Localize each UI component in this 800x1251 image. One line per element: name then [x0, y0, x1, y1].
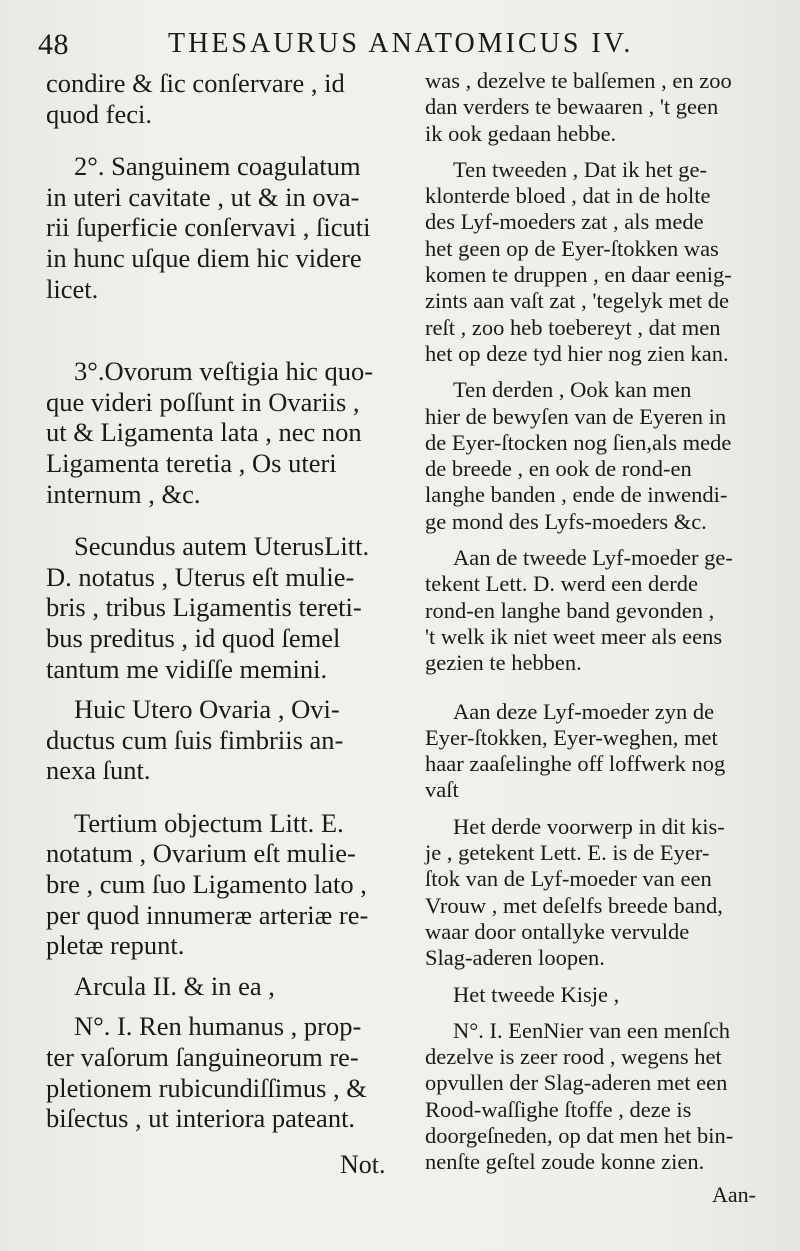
- dutch-paragraph: Aan de tweede Lyf-moeder ge- tekent Lett. D. werd een derde rond-en langhe band gevonden , 't welk ik niet weet meer als eens gezien te hebben.: [425, 545, 733, 676]
- latin-paragraph: 3°.Ovorum veſtigia hic quo- que videri poſſunt in Ovariis , ut & Ligamenta lata , nec non Ligamenta teretia , Os uteri internum , &c.: [46, 356, 374, 509]
- dutch-paragraph: was , dezelve te balſemen , en zoo dan verders te bewaaren , 't geen ik ook gedaan hebbe.: [425, 68, 732, 146]
- running-title: THESAURUS ANATOMICUS IV.: [168, 28, 634, 59]
- catchword-left: Not.: [340, 1150, 386, 1179]
- dutch-column: [425, 68, 770, 1176]
- latin-column: [46, 68, 398, 1134]
- dutch-paragraph: Aan deze Lyf-moeder zyn de Eyer-ſtokken, Eyer-weghen, met haar zaaſelinghe off loffwerk nog vaſt: [425, 698, 726, 803]
- dutch-paragraph: Ten derden , Ook kan men hier de bewyſen van de Eyeren in de Eyer-ſtocken nog ſien,als mede de breede , en ook de rond-en langhe banden , ende de inwendi- ge mond des Lyfs-moeders &c.: [425, 377, 732, 534]
- dutch-paragraph: Ten tweeden , Dat ik het ge- klonterde bloed , dat in de holte des Lyf-moeders zat , als mede het geen op de Eyer-ſtokken was komen te druppen , en daar eenig- zints aan vaſt zat , 'tegelyk met de reſt , zoo heb toebereyt , dat men het op deze tyd hier nog zien kan.: [425, 156, 732, 366]
- dutch-paragraph: N°. I. EenNier van een menſch dezelve is zeer rood , wegens het opvullen der Slag-aderen met een Rood-waſſighe ſtoffe , deze is doorgeſneden, op dat men het bin- nenſte geſtel zoude konne zien.: [425, 1017, 734, 1175]
- latin-paragraph: Huic Utero Ovaria , Ovi- ductus cum ſuis fimbriis an- nexa ſunt.: [46, 694, 344, 786]
- page-number: 48: [38, 28, 69, 61]
- dutch-paragraph: Het derde voorwerp in dit kis- je , getekent Lett. E. is de Eyer- ſtok van de Lyf-moeder van een Vrouw , met deſelfs breede band, waar door ontallyke vervulde Slag-aderen loopen.: [425, 813, 725, 971]
- catchword-right: Aan-: [712, 1182, 756, 1207]
- latin-paragraph: condire & ſic conſervare , id quod feci.: [46, 68, 345, 129]
- section-heading: Het tweede Kisje ,: [453, 981, 620, 1007]
- section-heading: Arcula II. & in ea ,: [74, 970, 275, 1001]
- latin-paragraph: Tertium objectum Litt. E. notatum , Ovarium eſt mulie- bre , cum ſuo Ligamento lato , per quod innumeræ arteriæ re- pletæ repunt.: [46, 807, 369, 961]
- latin-paragraph: Secundus autem UterusLitt. D. notatus , Uterus eſt mulie- bris , tribus Ligamentis tereti- bus preditus , id quod ſemel tantum me vidiſſe memini.: [46, 531, 370, 684]
- latin-paragraph: 2°. Sanguinem coagulatum in uteri cavitate , ut & in ova- rii ſuperficie conſervavi , ſicuti in hunc uſque diem hic videre licet.: [46, 151, 371, 304]
- page-header: [38, 28, 778, 68]
- latin-paragraph: N°. I. Ren humanus , prop- ter vaſorum ſanguineorum re- pletionem rubicundiſſimus , & biſectus , ut interiora pateant.: [46, 1011, 367, 1134]
